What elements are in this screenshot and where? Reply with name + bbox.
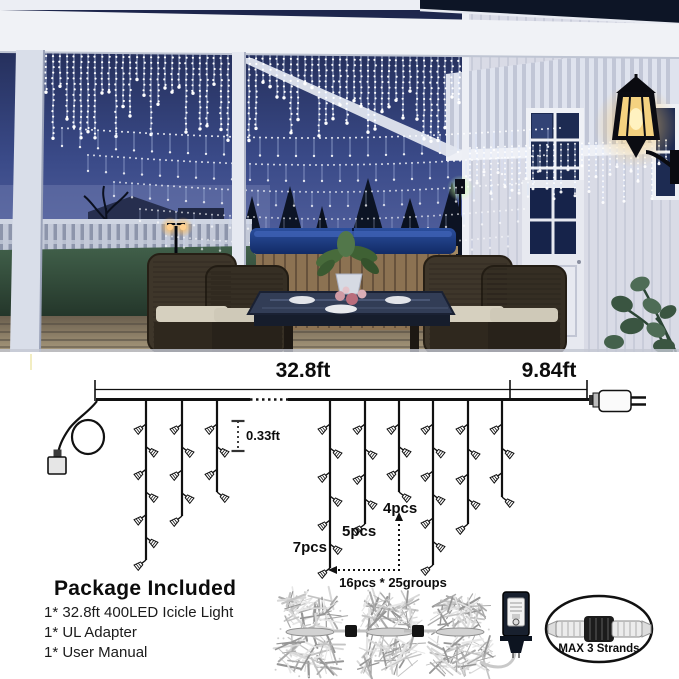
lead-cord-icon: [48, 401, 104, 474]
package-title: Package Included: [54, 577, 237, 600]
power-plug-icon: [585, 391, 646, 412]
power-adapter-icon: [500, 592, 532, 658]
light-bundle-photos: [274, 587, 496, 679]
package-item: 1* 32.8ft 400LED Icicle Light: [44, 604, 234, 621]
total-length-label: 32.8ft: [275, 359, 331, 382]
group-note-label: 16pcs * 25groups: [339, 575, 447, 590]
drop-spacing-label: 0.33ft: [246, 428, 280, 443]
drop-count-5-label: 5pcs: [342, 523, 377, 540]
package-item: 1* UL Adapter: [44, 624, 137, 641]
drop-count-4-label: 4pcs: [383, 500, 418, 517]
lead-length-label: 9.84ft: [521, 359, 577, 382]
drop-count-7-label: 7pcs: [292, 539, 327, 556]
max-strands-label: MAX 3 Strands: [558, 643, 640, 655]
photo-edge-artifact: [30, 354, 32, 370]
package-item: 1* User Manual: [44, 644, 148, 661]
string-light-schematic: [95, 380, 587, 578]
